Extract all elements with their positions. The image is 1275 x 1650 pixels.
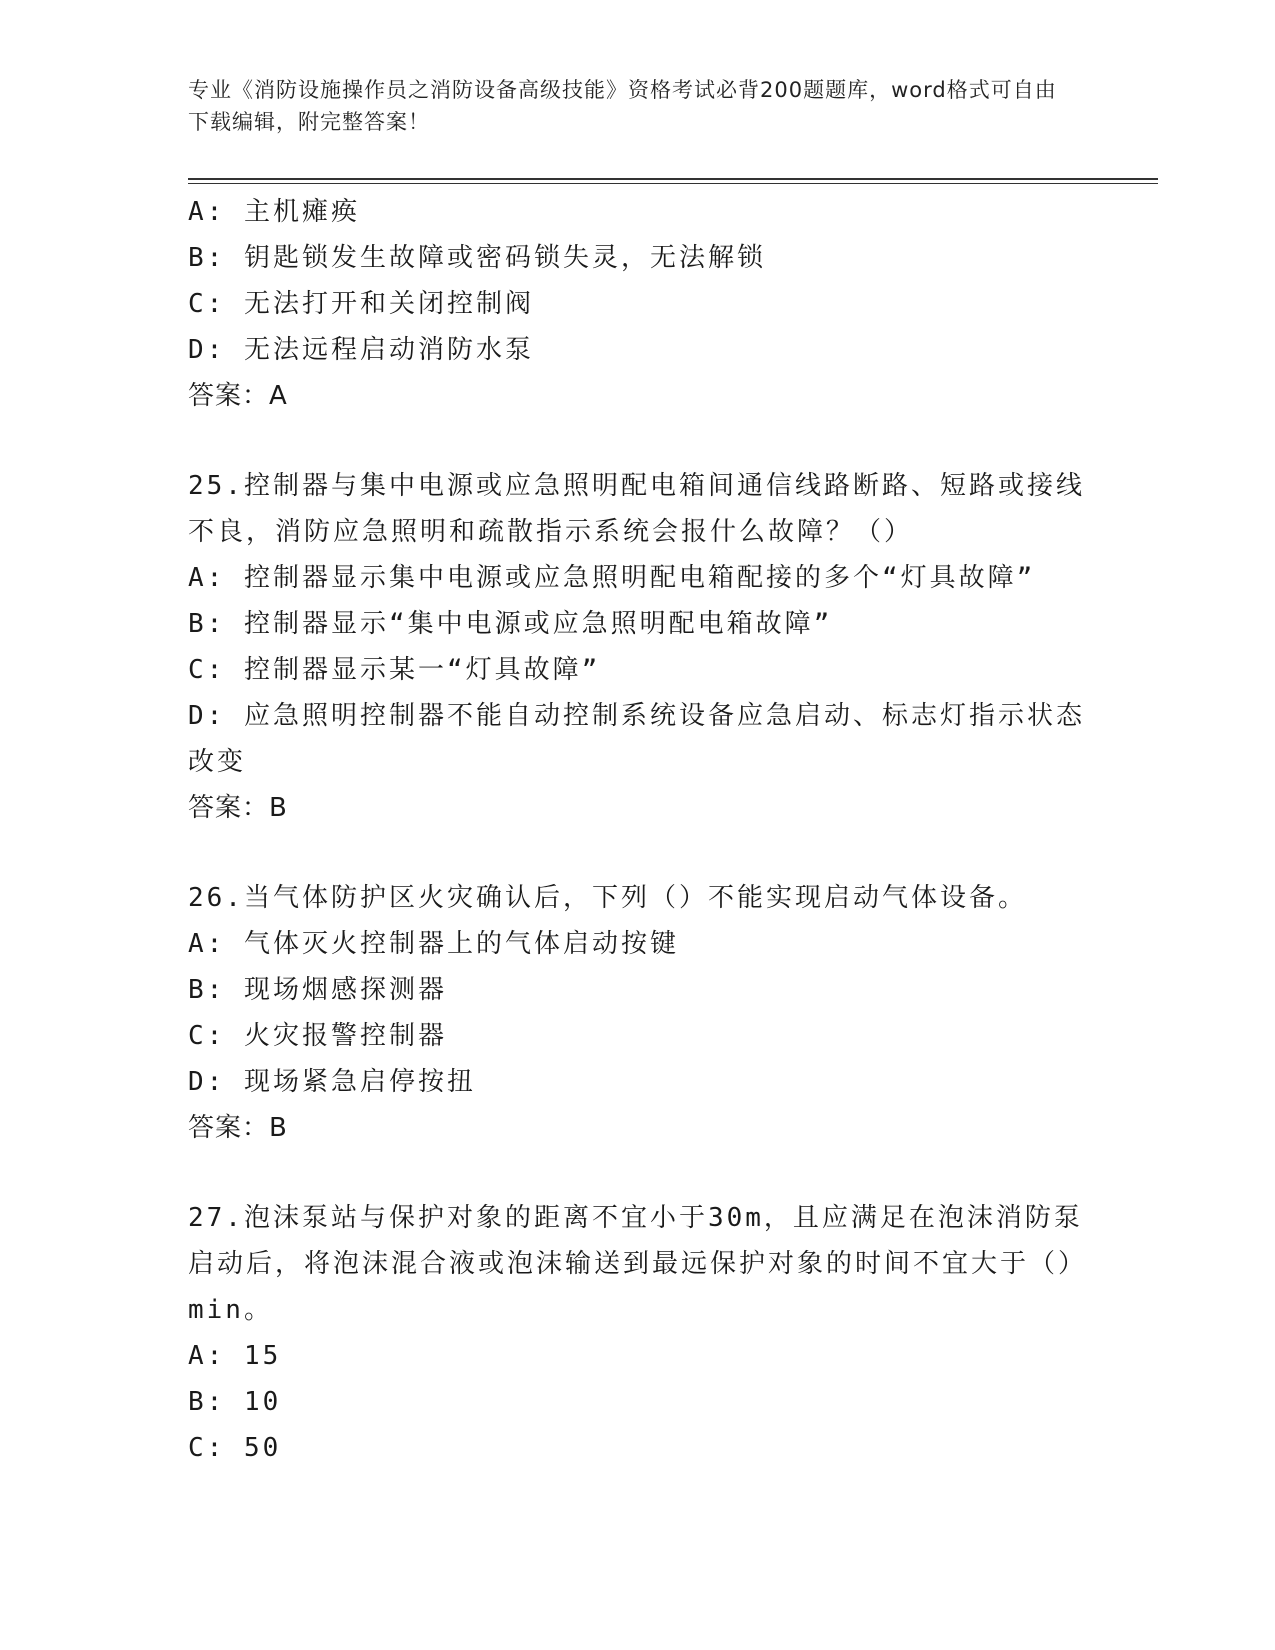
option-a: A: 控制器显示集中电源或应急照明配电箱配接的多个“灯具故障” bbox=[188, 563, 1036, 593]
header-divider-thin bbox=[188, 183, 1158, 184]
question-25 bbox=[188, 463, 1088, 831]
answer-line: 答案：B bbox=[188, 1113, 288, 1143]
answer-line: 答案：B bbox=[188, 793, 288, 823]
question-27 bbox=[188, 1195, 1088, 1471]
question-26 bbox=[188, 875, 1088, 1151]
option-a: A: 气体灭火控制器上的气体启动按键 bbox=[188, 929, 679, 959]
option-a: A: 15 bbox=[188, 1341, 282, 1371]
question-text: 26.当气体防护区火灾确认后，下列（）不能实现启动气体设备。 bbox=[188, 883, 1027, 913]
option-a: A: 主机瘫痪 bbox=[188, 197, 360, 227]
option-c: C: 控制器显示某一“灯具故障” bbox=[188, 655, 601, 685]
question-text: 25.控制器与集中电源或应急照明配电箱间通信线路断路、短路或接线不良，消防应急照明和疏散指示系统会报什么故障？（） bbox=[188, 471, 1085, 547]
option-d: D: 现场紧急启停按扭 bbox=[188, 1067, 476, 1097]
option-d: D: 应急照明控制器不能自动控制系统设备应急启动、标志灯指示状态改变 bbox=[188, 701, 1085, 777]
document-body bbox=[188, 189, 1088, 1471]
option-d: D: 无法远程启动消防水泵 bbox=[188, 335, 534, 365]
option-b: B: 10 bbox=[188, 1387, 282, 1417]
question-text: 27.泡沫泵站与保护对象的距离不宜小于30m，且应满足在泡沫消防泵启动后，将泡沫混合液或泡沫输送到最远保护对象的时间不宜大于（）min。 bbox=[188, 1203, 1088, 1325]
option-c: C: 无法打开和关闭控制阀 bbox=[188, 289, 534, 319]
document-header: 专业《消防设施操作员之消防设备高级技能》资格考试必背200题题库，word格式可自由下载编辑，附完整答案！ bbox=[188, 78, 1057, 134]
option-c: C: 50 bbox=[188, 1433, 282, 1463]
option-c: C: 火灾报警控制器 bbox=[188, 1021, 447, 1051]
header-divider-thick bbox=[188, 178, 1158, 180]
option-b: B: 钥匙锁发生故障或密码锁失灵，无法解锁 bbox=[188, 243, 766, 273]
option-b: B: 现场烟感探测器 bbox=[188, 975, 447, 1005]
prev-question-block bbox=[188, 189, 1088, 419]
answer-line: 答案：A bbox=[188, 381, 288, 411]
option-b: B: 控制器显示“集中电源或应急照明配电箱故障” bbox=[188, 609, 833, 639]
